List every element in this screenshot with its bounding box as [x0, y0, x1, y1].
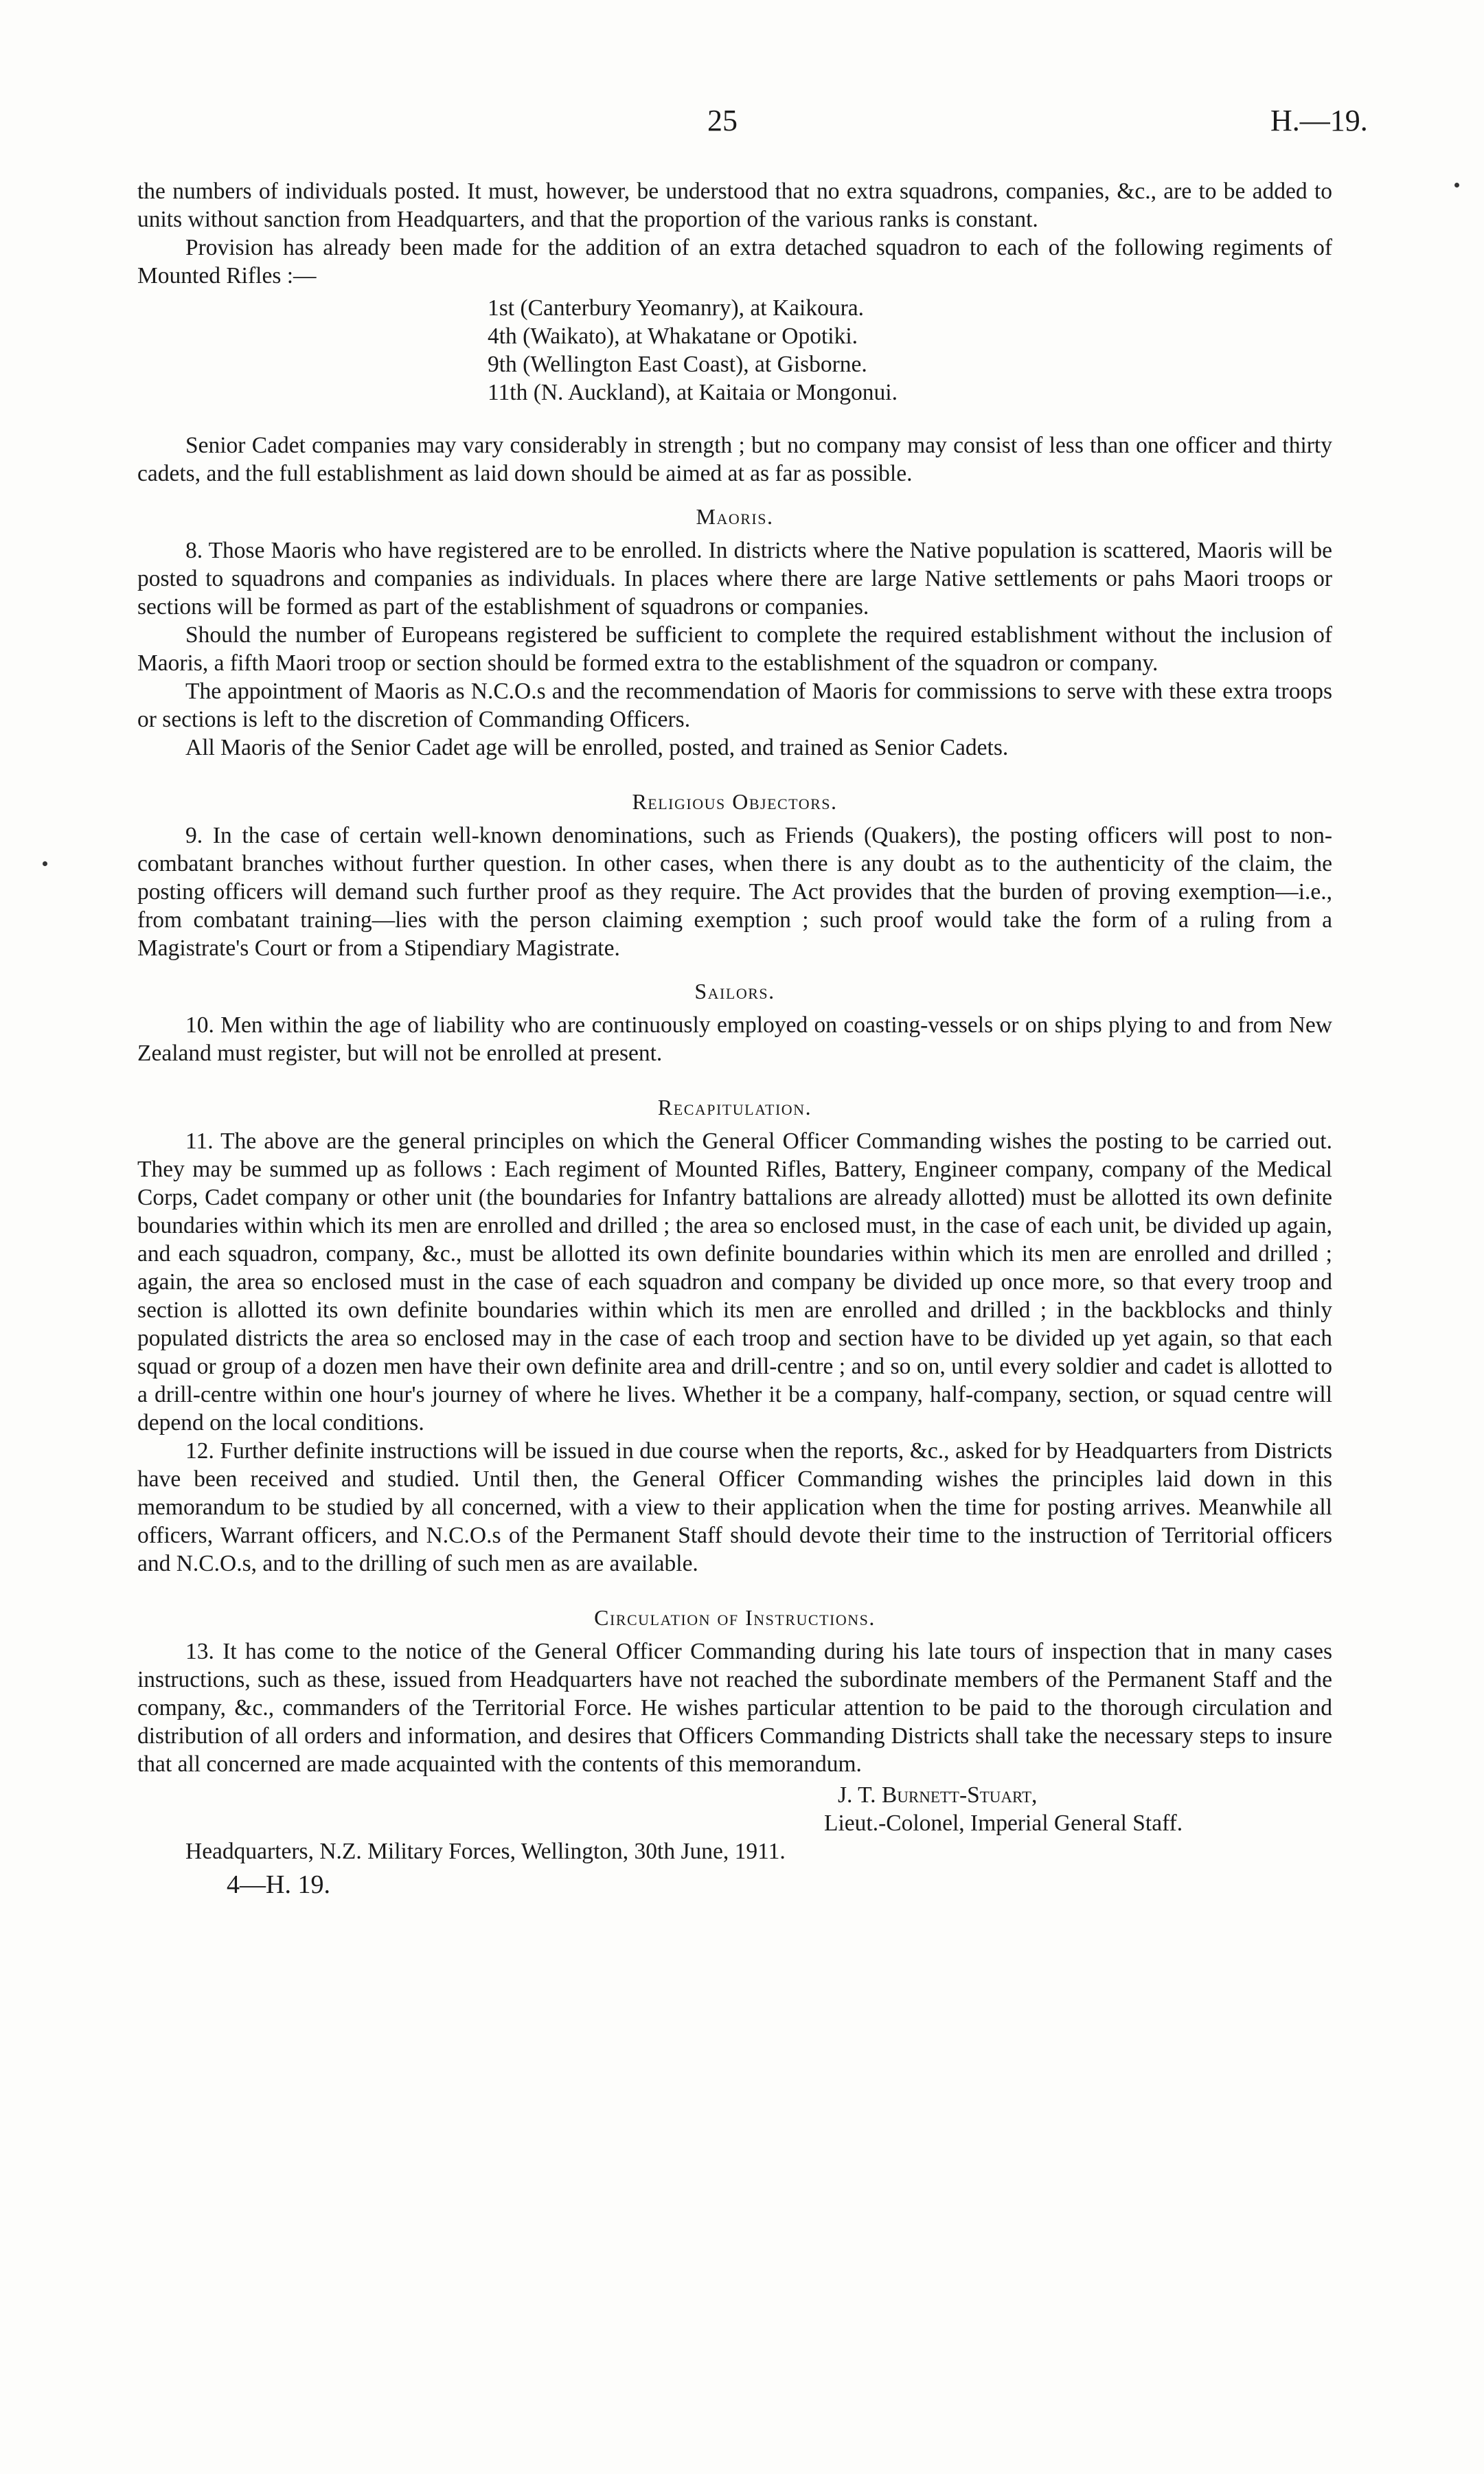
religious-section [137, 788, 1332, 962]
intro-paragraph-3: Senior Cadet companies may vary considerably in strength ; but no company may consist of less than one officer and thirty cadets, and the full establishment as laid down should be aimed at as far as possible. [137, 433, 1332, 486]
list-item: 4th (Waikato), at Whakatane or Opotiki. [488, 324, 858, 349]
paragraph-8: 8. Those Maoris who have registered are to be enrolled. In districts where the Native population is scattered, Maoris will be posted to squadrons and companies as individuals. In places where there are large Native settlements or pahs Maori troops or sections will be formed as part of the establishment of squadrons or companies. [137, 538, 1332, 620]
paragraph-12: 12. Further definite instructions will be issued in due course when the reports, &c., asked for by Headquarters from Districts have been received and studied. Until then, the General Officer Commanding wishes the principles laid down in this memorandum to be studied by all concerned, with a view to their application when the time for posting arrives. Meanwhile all officers, Warrant officers, and N.C.O.s of the Permanent Staff should devote their time to the instruction of Territorial officers and N.C.O.s, and to the drilling of such men as are available. [137, 1438, 1332, 1576]
circulation-section [137, 1604, 1332, 1778]
list-item: 11th (N. Auckland), at Kaitaia or Mongonui. [488, 380, 898, 405]
document-body [137, 177, 1332, 1899]
recap-section [137, 1093, 1332, 1578]
maoris-paragraph-2: Should the number of Europeans registered be sufficient to complete the required establishment without the inclusion of Maoris, a fifth Maori troop or section should be formed extra to the establishment of the squadron or company. [137, 622, 1332, 676]
sailors-section [137, 977, 1332, 1067]
maoris-paragraph-4: All Maoris of the Senior Cadet age will be enrolled, posted, and trained as Senior Cadets. [185, 735, 1009, 760]
maoris-paragraph-3: The appointment of Maoris as N.C.O.s and the recommendation of Maoris for commissions to serve with these extra troops or sections is left to the discretion of Commanding Officers. [137, 679, 1332, 732]
signatory-name: J. T. Burnett-Stuart, [838, 1782, 1038, 1808]
margin-mark [43, 861, 47, 866]
section-heading: Sailors. [694, 979, 775, 1003]
page-header [0, 103, 1484, 144]
page-number: 25 [707, 104, 738, 137]
section-heading: Circulation of Instructions. [594, 1605, 876, 1630]
signatory-title: Lieut.-Colonel, Imperial General Staff. [824, 1811, 1183, 1836]
list-item: 1st (Canterbury Yeomanry), at Kaikoura. [488, 295, 864, 321]
intro-section [137, 177, 1332, 488]
maoris-section [137, 503, 1332, 762]
regiment-list [488, 294, 1332, 407]
paragraph-13: 13. It has come to the notice of the General Officer Commanding during his late tours of inspection that in many cases instructions, such as these, issued from Headquarters have not reached the subordinate members of the Permanent Staff and the company, &c., commanders of the Territorial Force. He wishes particular attention to be paid to the thorough circulation and distribution of all orders and information, and desires that Officers Commanding Districts shall take the necessary steps to insure that all concerned are made acquainted with the contents of this memorandum. [137, 1639, 1332, 1777]
margin-mark [1454, 183, 1459, 188]
section-heading: Maoris. [696, 504, 774, 529]
paragraph-9: 9. In the case of certain well-known denominations, such as Friends (Quakers), the posting officers will post to non-combatant branches without further question. In other cases, when there is any doubt as to the authenticity of the claim, the posting officers will demand such further proof as they require. The Act provides that the burden of proving exemption—i.e., from combatant training—lies with the person claiming exemption ; such proof would take the form of a ruling from a Magistrate's Court or from a Stipendiary Magistrate. [137, 823, 1332, 961]
intro-paragraph-2: Provision has already been made for the addition of an extra detached squadron to each of the following regiments of Mounted Rifles :— [137, 235, 1332, 288]
section-heading: Religious Objectors. [632, 789, 838, 814]
list-item: 9th (Wellington East Coast), at Gisborne. [488, 352, 867, 377]
intro-paragraph-1: the numbers of individuals posted. It must, however, be understood that no extra squadrons, companies, &c., are to be added to units without sanction from Headquarters, and that the proportion of the various ranks is constant. [137, 179, 1332, 232]
signature-block [137, 1781, 1332, 1837]
paragraph-10: 10. Men within the age of liability who are continuously employed on coasting-vessels or on ships plying to and from New Zealand must register, but will not be enrolled at present. [137, 1012, 1332, 1066]
issue-place-date: Headquarters, N.Z. Military Forces, Wellington, 30th June, 1911. [185, 1839, 786, 1864]
sheet-reference: 4—H. 19. [227, 1870, 330, 1899]
paragraph-11: 11. The above are the general principles on which the General Officer Commanding wishes the posting to be carried out. They may be summed up as follows : Each regiment of Mounted Rifles, Battery, Engineer company, company of the Medical Corps, Cadet company or other unit (the boundaries for Infantry battalions are already allotted) must be allotted its own definite boundaries within which its men are enrolled and drilled ; the area so enclosed must, in the case of each unit, be divided up again, and each squadron, company, &c., must be allotted its own definite boundaries within which its men are enrolled and drilled ; again, the area so enclosed must in the case of each squadron and company be divided up once more, so that every troop and section is allotted its own definite boundaries within which its men are enrolled and drilled ; in the backblocks and thinly populated districts the area so enclosed may in the case of each troop and section have to be divided up yet again, so that each squad or group of a dozen men have their own definite area and drill-centre ; and so on, until every soldier and cadet is allotted to a drill-centre within one hour's journey of where he lives. Whether it be a company, half-company, section, or squad centre will depend on the local conditions. [137, 1128, 1332, 1435]
section-heading: Recapitulation. [657, 1095, 812, 1120]
page-reference: H.—19. [1270, 104, 1368, 137]
